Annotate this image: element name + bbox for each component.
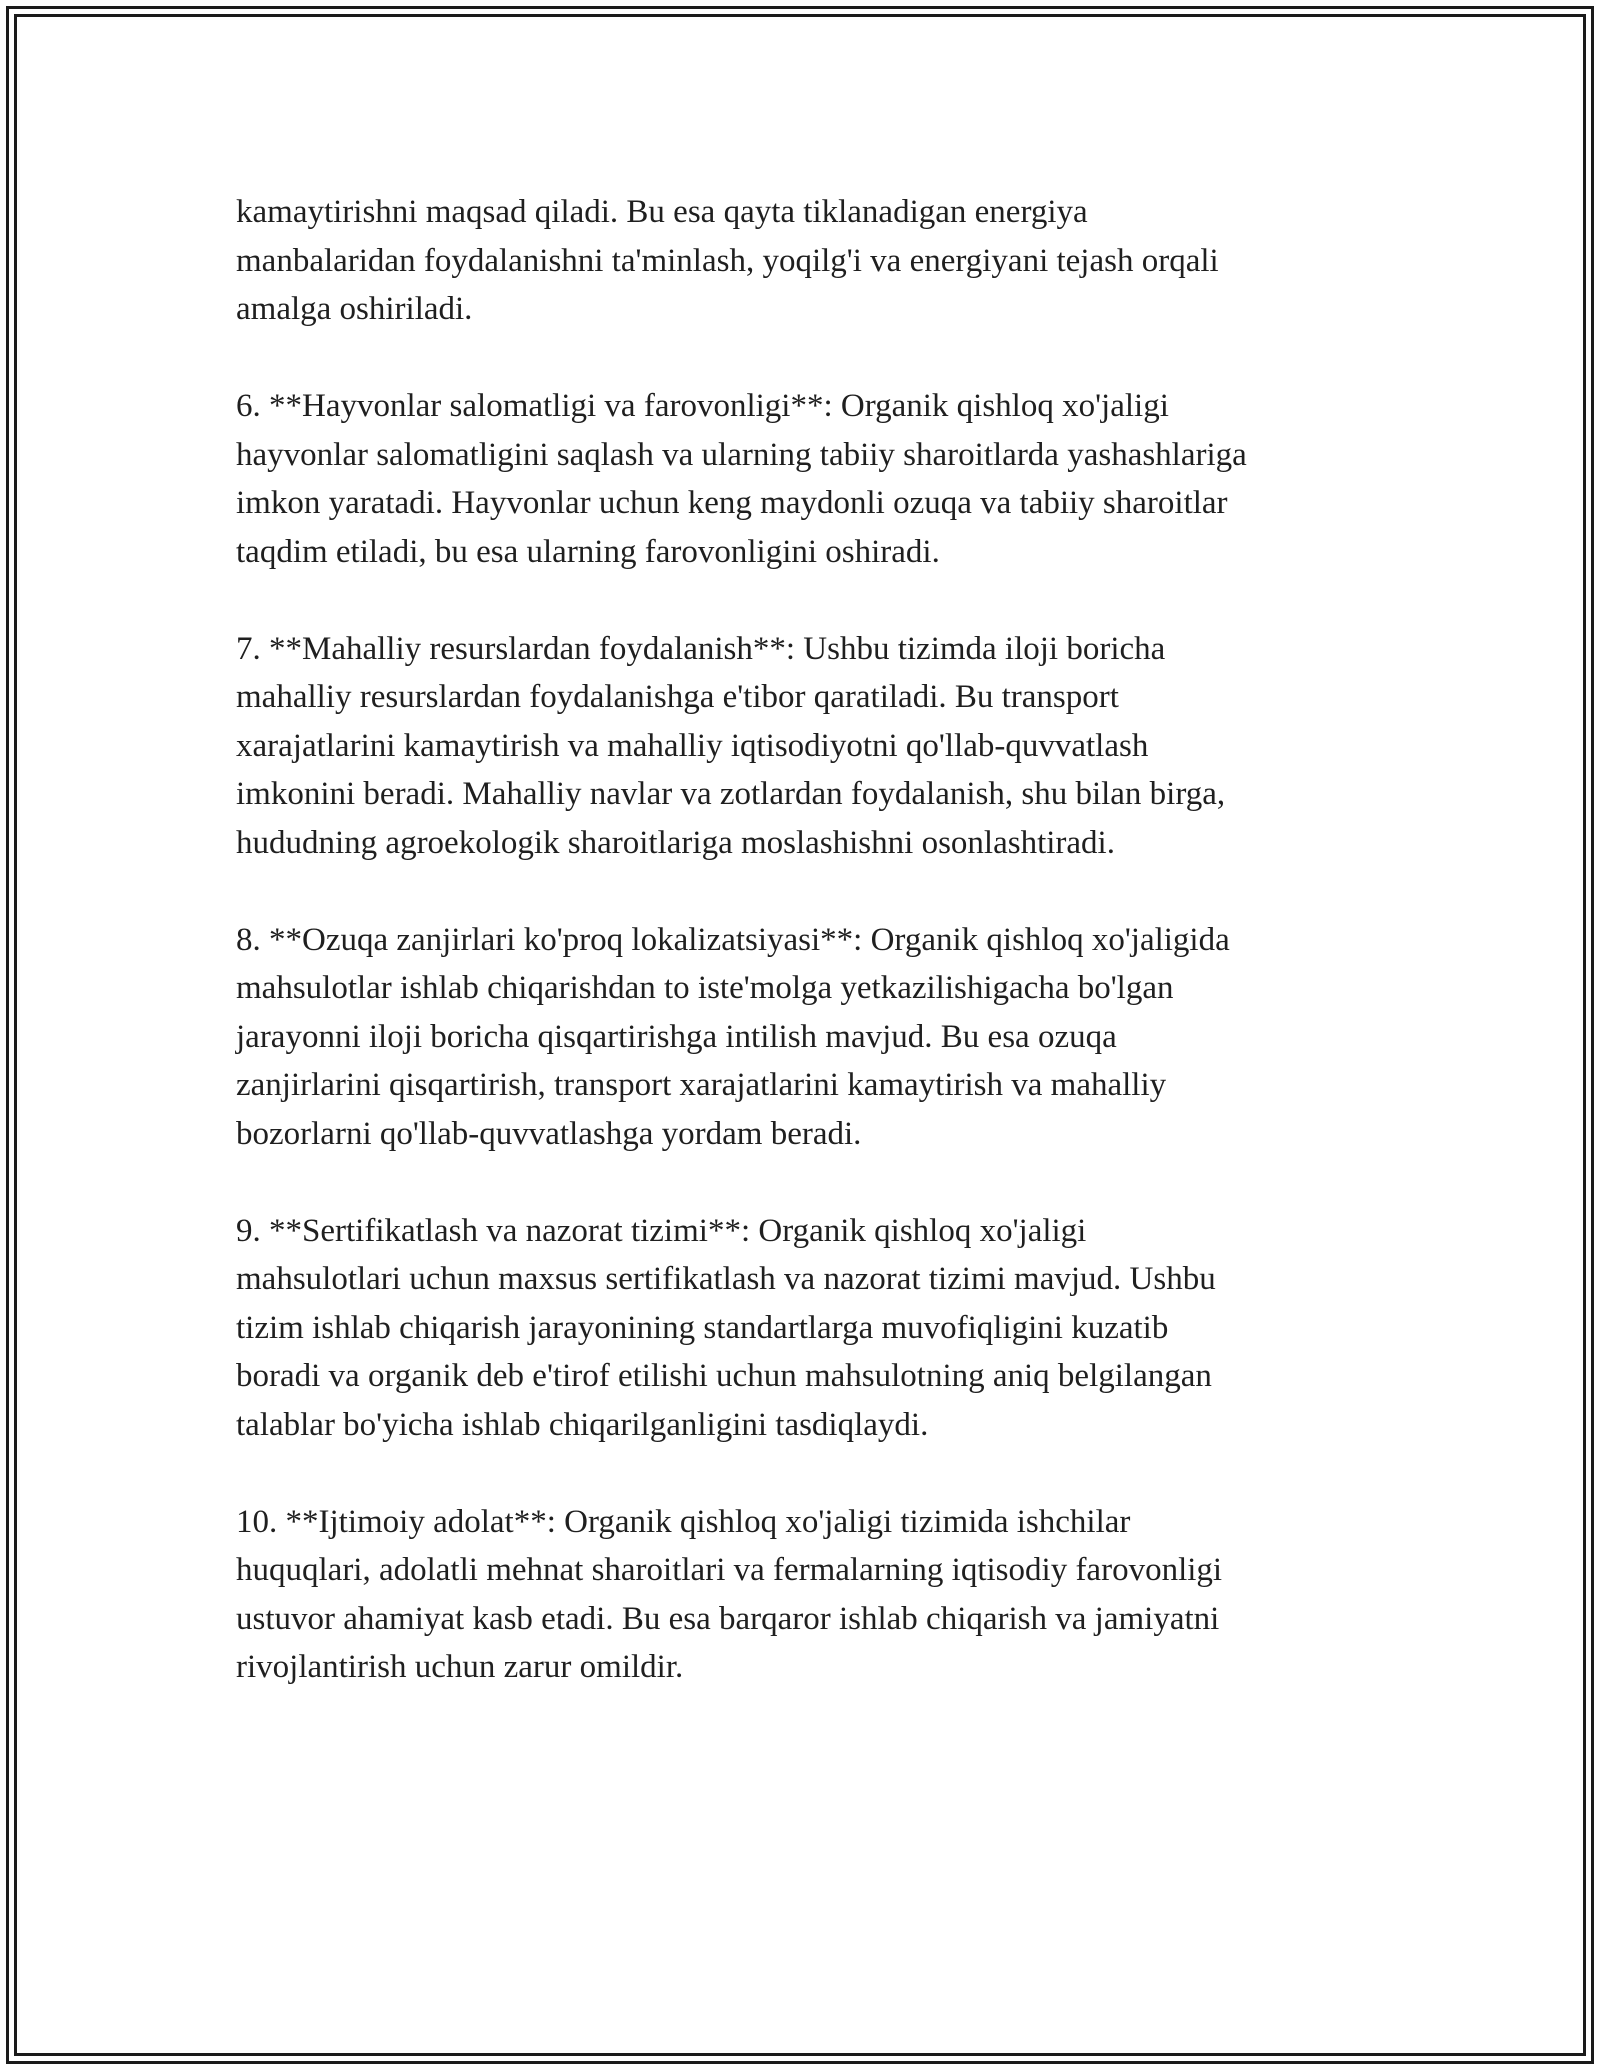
paragraph-continuation: kamaytirishni maqsad qiladi. Bu esa qayta tiklanadigan energiya manbalaridan foydalanishni ta'minlash, yoqilg'i va energiyani tejash orqali amalga oshiriladi. [236,194,1219,327]
paragraph-item-8-food-chain-localization: 8. **Ozuqa zanjirlari ko'proq lokalizatsiyasi**: Organik qishloq xo'jaligida mahsulotlar ishlab chiqarishdan to iste'molga yetkazilishigacha bo'lgan jarayonni iloji boricha qisqartirishga intilish mavjud. Bu esa ozuqa zanjirlarini qisqartirish, transport xarajatlarini kamaytirish va mahalliy bozorlarni qo'llab-quvvatlashga yordam beradi. [236,921,1230,1152]
document-body [236,188,1386,1740]
paragraph-item-10-social-justice: 10. **Ijtimoiy adolat**: Organik qishloq xo'jaligi tizimida ishchilar huquqlari, adolatli mehnat sharoitlari va fermalarning iqtisodiy farovonligi ustuvor ahamiyat kasb etadi. Bu esa barqaror ishlab chiqarish va jamiyatni rivojlantirish uchun zarur omildir. [236,1503,1223,1685]
paragraph-item-7-local-resources: 7. **Mahalliy resurslardan foydalanish**: Ushbu tizimda iloji boricha mahalliy resurslardan foydalanishga e'tibor qaratiladi. Bu transport xarajatlarini kamaytirish va mahalliy iqtisodiyotni qo'llab-quvvatlash imkonini beradi. Mahalliy navlar va zotlardan foydalanish, shu bilan birga, hududning agroekologik sharoitlariga moslashishni osonlashtiradi. [236,630,1226,861]
paragraph-item-9-certification: 9. **Sertifikatlash va nazorat tizimi**: Organik qishloq xo'jaligi mahsulotlari uchun maxsus sertifikatlash va nazorat tizimi mavjud. Ushbu tizim ishlab chiqarish jarayonining standartlarga muvofiqligini kuzatib boradi va organik deb e'tirof etilishi uchun mahsulotning aniq belgilangan talablar bo'yicha ishlab chiqarilganligini tasdiqlaydi. [236,1212,1216,1443]
paragraph-item-6-animal-welfare: 6. **Hayvonlar salomatligi va farovonligi**: Organik qishloq xo'jaligi hayvonlar salomatligini saqlash va ularning tabiiy sharoitlarda yashashlariga imkon yaratadi. Hayvonlar uchun keng maydonli ozuqa va tabiiy sharoitlar taqdim etiladi, bu esa ularning farovonligini oshiradi. [236,388,1247,570]
